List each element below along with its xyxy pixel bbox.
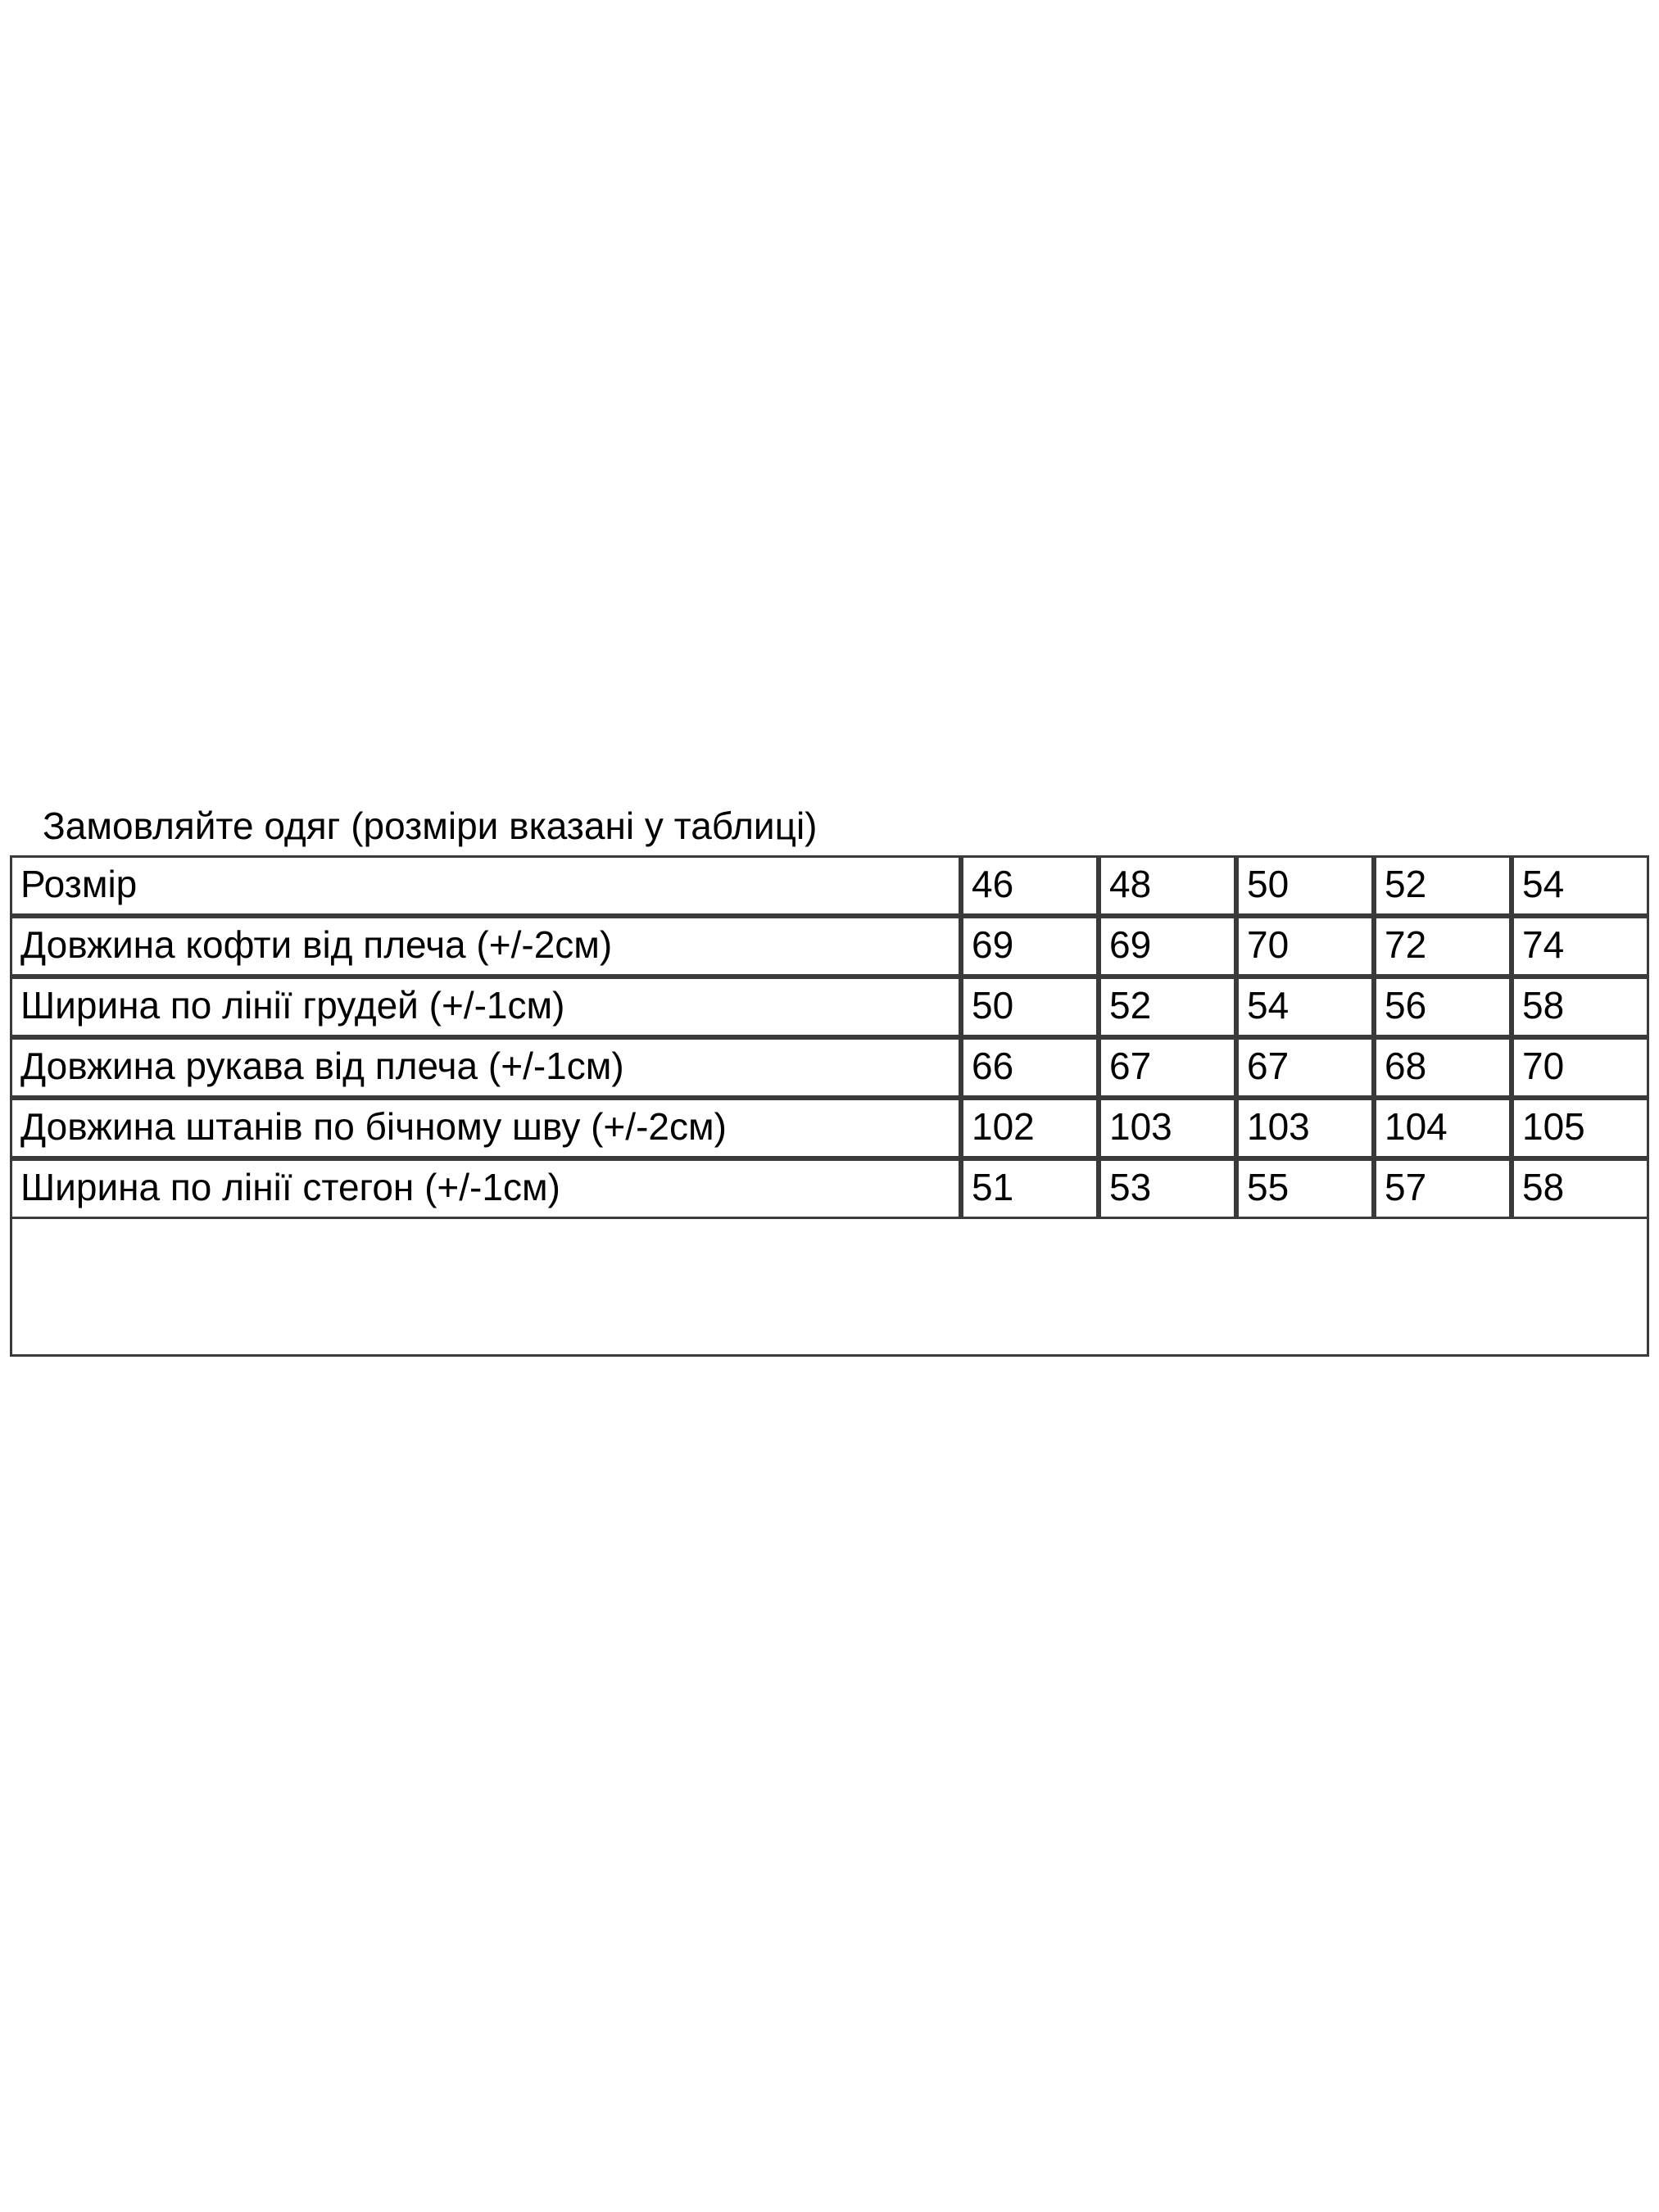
table-cell: 58 (1512, 1158, 1649, 1219)
row-label: Ширина по лінії грудей (+/-1см) (10, 977, 961, 1037)
table-cell: 72 (1374, 916, 1512, 977)
table-cell: 52 (1099, 977, 1236, 1037)
table-cell: 70 (1236, 916, 1374, 977)
table-cell: 50 (1236, 855, 1374, 916)
table-cell: 69 (961, 916, 1099, 977)
table-cell: 53 (1099, 1158, 1236, 1219)
row-label: Ширина по лінії стегон (+/-1см) (10, 1158, 961, 1219)
table-cell: 52 (1374, 855, 1512, 916)
table-cell: 48 (1099, 855, 1236, 916)
table-cell: 50 (961, 977, 1099, 1037)
table-cell: 54 (1236, 977, 1374, 1037)
table-cell: 66 (961, 1037, 1099, 1098)
table-cell: 103 (1099, 1098, 1236, 1158)
table-cell: 105 (1512, 1098, 1649, 1158)
table-cell: 74 (1512, 916, 1649, 977)
size-chart-table (10, 855, 1649, 1219)
table-cell: 69 (1099, 916, 1236, 977)
table-cell: 51 (961, 1158, 1099, 1219)
table-cell: 103 (1236, 1098, 1374, 1158)
row-label: Довжина штанів по бічному шву (+/-2см) (10, 1098, 961, 1158)
table-row (10, 855, 1649, 916)
table-cell: 58 (1512, 977, 1649, 1037)
table-cell: 102 (961, 1098, 1099, 1158)
caption-text: Замовляйте одяг (розміри вказані у таблиці) (43, 805, 818, 847)
table-row (10, 1158, 1649, 1219)
table-row (10, 1037, 1649, 1098)
table-cell: 54 (1512, 855, 1649, 916)
cropped-caption (33, 805, 1626, 855)
table-cell: 68 (1374, 1037, 1512, 1098)
row-label: Довжина рукава від плеча (+/-1см) (10, 1037, 961, 1098)
table-row (10, 1098, 1649, 1158)
table-row (10, 916, 1649, 977)
table-cell: 46 (961, 855, 1099, 916)
row-label: Довжина кофти від плеча (+/-2см) (10, 916, 961, 977)
table-cell: 104 (1374, 1098, 1512, 1158)
table-cell: 67 (1236, 1037, 1374, 1098)
table-row (10, 977, 1649, 1037)
table-cell: 56 (1374, 977, 1512, 1037)
table-cell: 57 (1374, 1158, 1512, 1219)
table-cell: 55 (1236, 1158, 1374, 1219)
table-cell: 67 (1099, 1037, 1236, 1098)
row-label: Розмір (10, 855, 961, 916)
size-table-container (10, 855, 1649, 1219)
table-cell: 70 (1512, 1037, 1649, 1098)
